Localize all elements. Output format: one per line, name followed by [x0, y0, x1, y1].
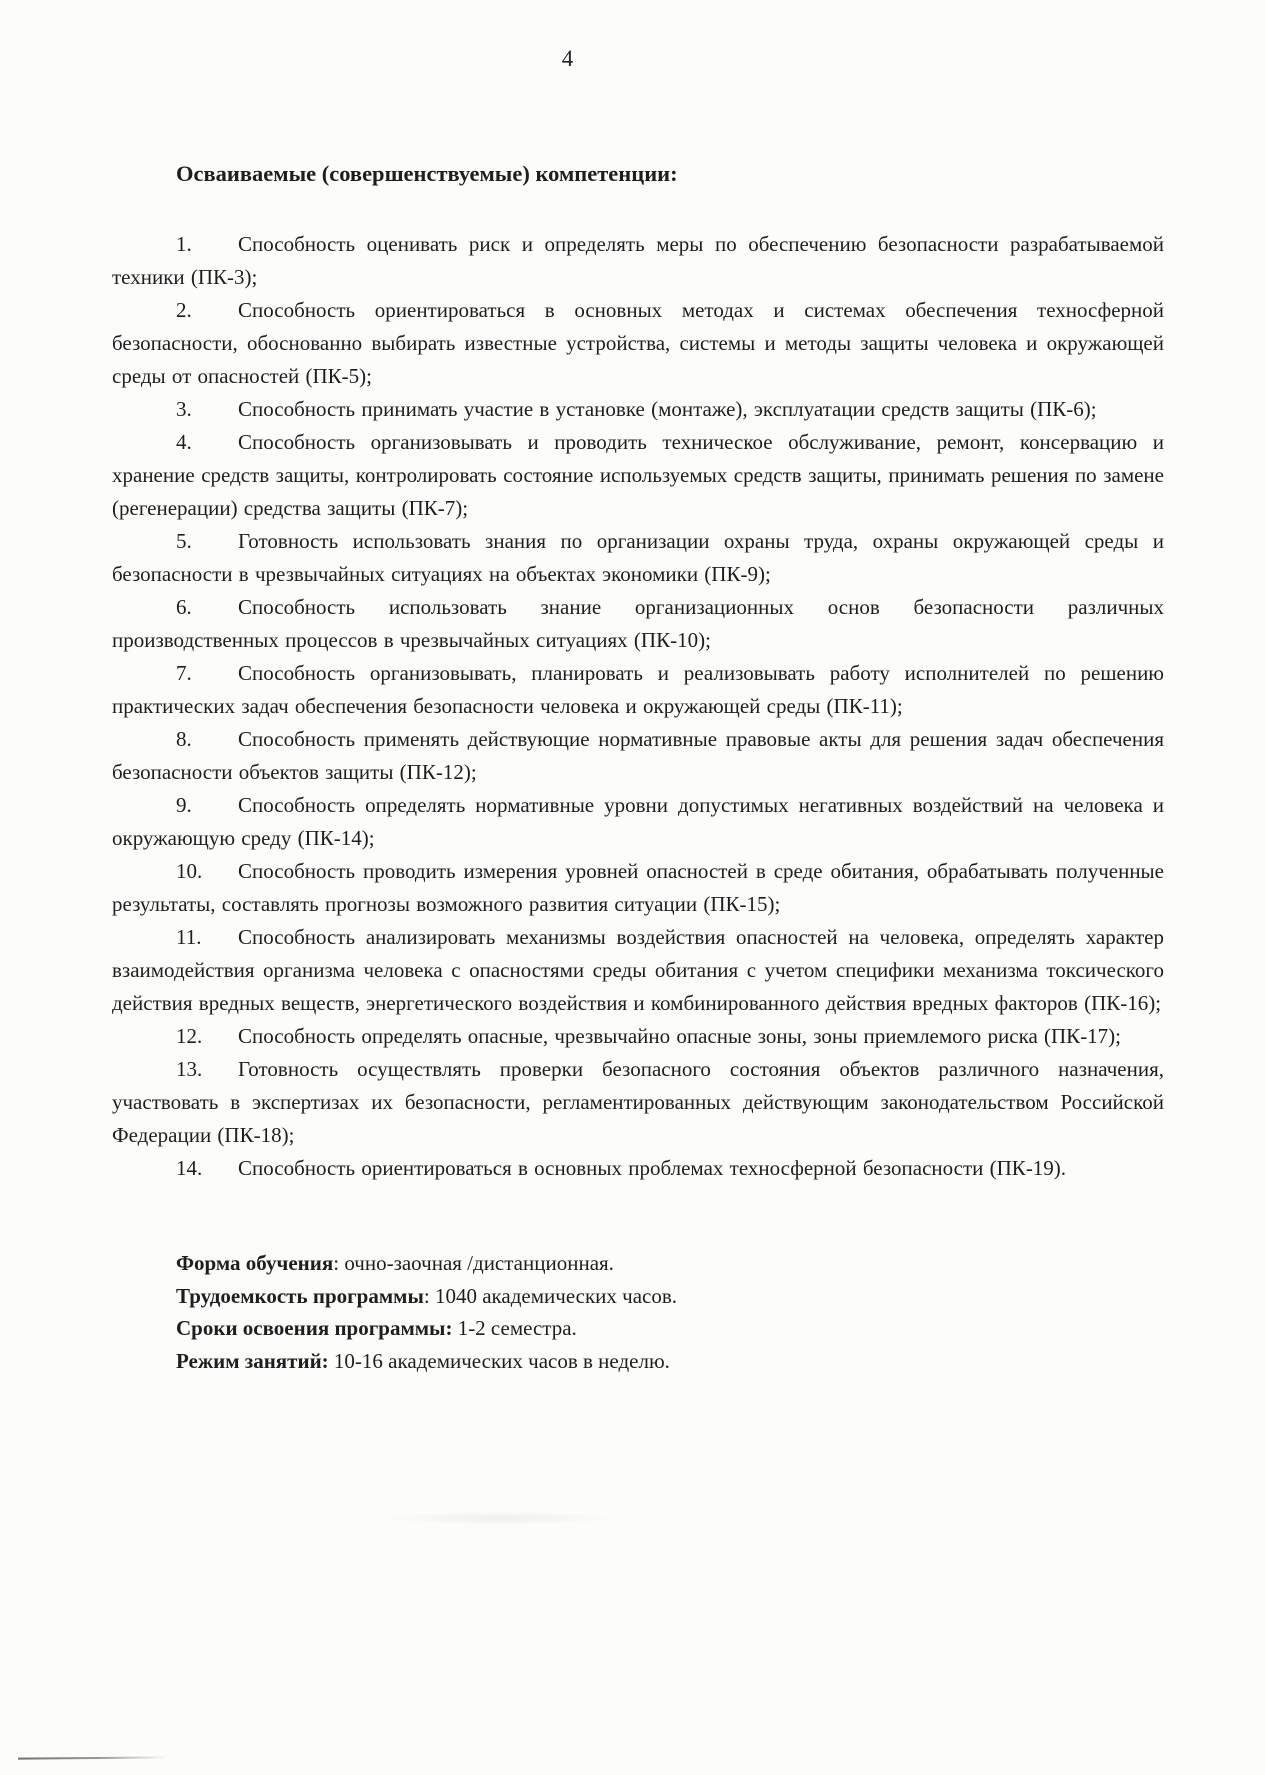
item-number: 7.	[176, 661, 192, 685]
list-item	[112, 723, 1164, 789]
item-text: Способность организовывать и проводить техническое обслуживание, ремонт, консервацию и хранение средств защиты, контролировать состояние используемых средств защиты, принимать решения по замене (регенерации) средства защиты (ПК-7);	[112, 430, 1164, 520]
list-item	[112, 591, 1164, 657]
item-text: Способность определять опасные, чрезвычайно опасные зоны, зоны приемлемого риска (ПК-17);	[238, 1024, 1122, 1048]
list-item	[112, 294, 1164, 393]
list-item	[112, 393, 1164, 426]
info-label: Режим занятий:	[176, 1348, 329, 1373]
item-text: Способность анализировать механизмы воздействия опасностей на человека, определять характер взаимодействия организма человека с опасностями среды обитания с учетом специфики механизма токсического действия вредных веществ, энергетического воздействия и комбинированного действия вредных факторов (ПК-16);	[112, 925, 1164, 1015]
item-number: 2.	[176, 298, 192, 322]
item-text: Способность принимать участие в установке (монтаже), эксплуатации средств защиты (ПК-6);	[238, 397, 1097, 421]
item-number: 8.	[176, 727, 192, 751]
info-label: Трудоемкость программы	[176, 1283, 424, 1308]
info-line-duration	[176, 1312, 1164, 1345]
list-item	[112, 426, 1164, 525]
item-number: 5.	[176, 529, 192, 553]
item-text: Способность ориентироваться в основных методах и системах обеспечения техносферной безопасности, обоснованно выбирать известные устройства, системы и методы защиты человека и окружающей среды от опасностей (ПК-5);	[112, 298, 1164, 388]
item-number: 10.	[176, 859, 203, 883]
list-item	[112, 1152, 1164, 1185]
item-number: 11.	[176, 925, 202, 949]
item-number: 9.	[176, 793, 192, 817]
list-item	[112, 789, 1164, 855]
item-text: Способность оценивать риск и определять меры по обеспечению безопасности разрабатываемой техники (ПК-3);	[112, 232, 1164, 289]
info-value: 1-2 семестра.	[452, 1316, 577, 1340]
item-text: Способность определять нормативные уровни допустимых негативных воздействий на человека и окружающую среду (ПК-14);	[112, 793, 1164, 850]
competency-list	[112, 228, 1164, 1185]
program-info	[176, 1247, 1164, 1377]
scan-smudge	[380, 1511, 620, 1525]
item-text: Способность использовать знание организационных основ безопасности различных производственных процессов в чрезвычайных ситуациях (ПК-10);	[112, 595, 1164, 652]
scan-artifact-line	[18, 1756, 168, 1759]
item-number: 4.	[176, 430, 192, 454]
info-line-workload	[176, 1280, 1164, 1313]
info-label: Форма обучения	[176, 1251, 334, 1275]
list-item	[112, 228, 1164, 294]
list-item	[112, 1053, 1164, 1152]
info-line-schedule	[176, 1345, 1164, 1378]
info-label: Сроки освоения программы:	[176, 1316, 453, 1340]
item-number: 13.	[176, 1057, 203, 1081]
item-text: Способность ориентироваться в основных проблемах техносферной безопасности (ПК-19).	[238, 1156, 1067, 1180]
list-item	[112, 525, 1164, 591]
text-block	[112, 160, 1164, 1377]
info-line-form	[176, 1247, 1164, 1280]
item-number: 1.	[176, 232, 192, 256]
info-value: : 1040 академических часов.	[423, 1283, 678, 1308]
item-number: 6.	[176, 595, 192, 619]
info-value: 10-16 академических часов в неделю.	[328, 1348, 670, 1373]
item-number: 14.	[176, 1156, 203, 1180]
item-number: 12.	[176, 1024, 203, 1048]
item-number: 3.	[176, 397, 192, 421]
list-item	[112, 921, 1164, 1020]
item-text: Способность организовывать, планировать и реализовывать работу исполнителей по решению практических задач обеспечения безопасности человека и окружающей среды (ПК-11);	[112, 661, 1164, 718]
list-item	[112, 855, 1164, 921]
list-item	[112, 657, 1164, 723]
item-text: Способность проводить измерения уровней опасностей в среде обитания, обрабатывать полученные результаты, составлять прогнозы возможного развития ситуации (ПК-15);	[112, 859, 1164, 916]
section-heading: Осваиваемые (совершенствуемые) компетенции:	[176, 161, 678, 186]
item-text: Готовность осуществлять проверки безопасного состояния объектов различного назначения, участвовать в экспертизах их безопасности, регламентированных действующим законодательством Российской Федерации (ПК-18);	[112, 1057, 1164, 1147]
item-text: Готовность использовать знания по организации охраны труда, охраны окружающей среды и безопасности в чрезвычайных ситуациях на объектах экономики (ПК-9);	[112, 529, 1164, 586]
page-number: 4	[561, 46, 574, 71]
item-text: Способность применять действующие нормативные правовые акты для решения задач обеспечения безопасности объектов защиты (ПК-12);	[112, 727, 1164, 784]
info-value: : очно-заочная /дистанционная.	[333, 1251, 614, 1275]
list-item	[112, 1020, 1164, 1053]
